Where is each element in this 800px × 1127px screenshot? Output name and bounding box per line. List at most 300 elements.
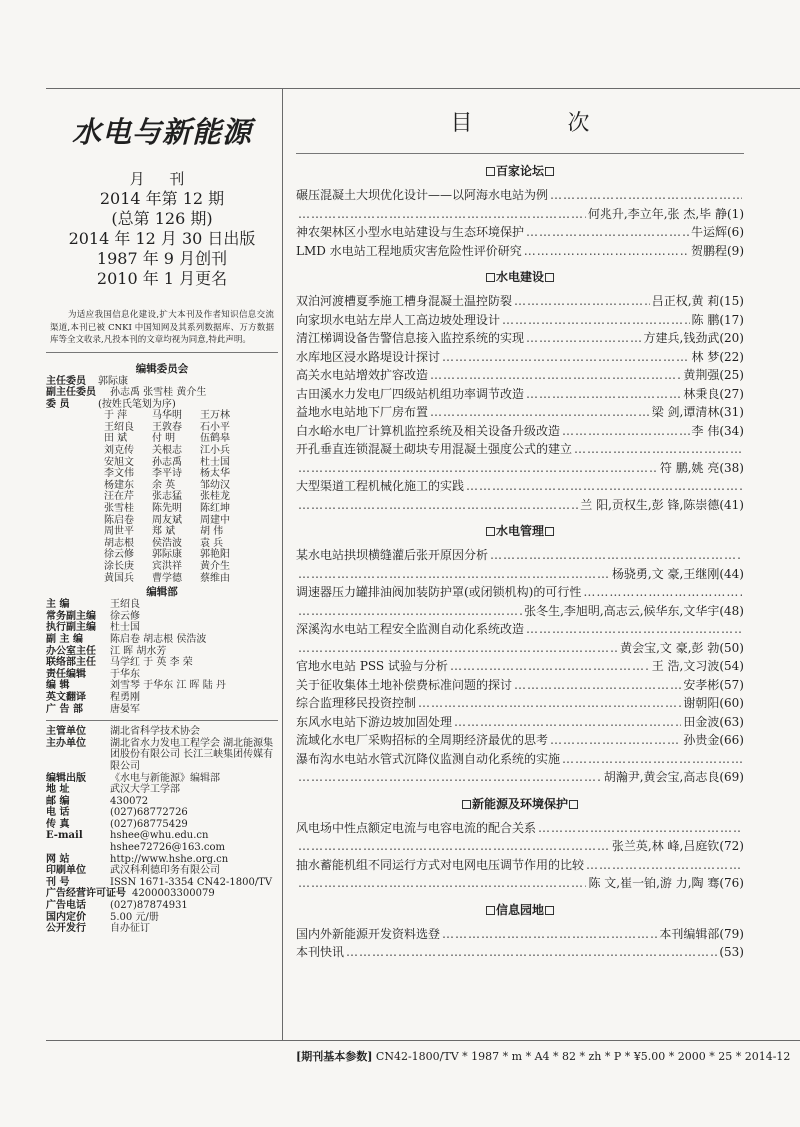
- box-icon: [545, 906, 554, 915]
- note: (按姓氏笔划为序): [98, 398, 176, 410]
- entry-line: [296, 366, 744, 385]
- bottom-rule: [46, 1040, 800, 1041]
- entry-line: [296, 694, 744, 713]
- article-page: (27): [719, 386, 744, 401]
- footer-params: CN42-1800/TV * 1987 * m * A4 * 82 * zh * P * ¥5.00 * 2000 * 25 * 2014-12: [375, 1050, 791, 1063]
- article-page: (41): [719, 497, 744, 512]
- box-icon: [545, 273, 554, 282]
- toc-entry[interactable]: [296, 583, 744, 620]
- article-authors: 田金波: [683, 714, 720, 729]
- article-page: (57): [719, 677, 744, 692]
- journal-parameters: [296, 1048, 790, 1064]
- leader-dots: [430, 403, 650, 422]
- section-name: 信息园地: [495, 902, 544, 917]
- toc-entry[interactable]: [296, 694, 744, 713]
- leader-dots: [298, 565, 610, 584]
- toc-entry[interactable]: [296, 676, 744, 695]
- leader-dots: [514, 676, 681, 695]
- publisher-key: 印刷单位: [46, 865, 86, 877]
- article-authors: 张冬生,李旭明,高志云,候华东,文华宇: [524, 603, 720, 618]
- entry-author-line: [296, 459, 744, 478]
- committee-members-header: [46, 399, 278, 411]
- leader-dots: [298, 602, 522, 621]
- entry-line: [296, 657, 744, 676]
- leader-dots: [562, 422, 690, 441]
- toc-section-header: [296, 268, 744, 285]
- article-authors: 吕正权,黄 莉: [651, 294, 720, 308]
- toc-entry[interactable]: [296, 292, 744, 311]
- publisher-key: 广告电话: [46, 900, 86, 912]
- total-issue: (总第 126 期): [111, 209, 213, 228]
- committee-member: 王万林: [200, 410, 230, 422]
- article-title: 益地水电站地下厂房布置: [296, 405, 429, 419]
- publisher-info: [46, 726, 278, 935]
- toc-entry[interactable]: [296, 731, 744, 750]
- entry-author-line: [296, 205, 744, 224]
- toc-entry[interactable]: [296, 477, 744, 514]
- leader-dots: [586, 856, 742, 875]
- entry-author-line: [296, 874, 744, 893]
- publisher-value: ISSN 1671-3354 CN42-1800/TV: [110, 876, 273, 888]
- committee-member: 涂长庚: [104, 561, 134, 572]
- publisher-value: (027)68775429: [110, 818, 188, 830]
- committee-member: 胡 伟: [200, 526, 224, 538]
- toc-entry[interactable]: [296, 856, 744, 893]
- toc-title: 目 次: [450, 111, 634, 136]
- label: 委 员: [46, 398, 70, 410]
- article-title: 官地水电站 PSS 试验与分析: [296, 659, 448, 673]
- article-title: 深溪沟水电站工程安全监测自动化系统改造: [296, 622, 525, 636]
- dept-role: 联络部主任: [46, 657, 96, 669]
- committee-member: 周世平: [104, 526, 134, 538]
- value: 郭际康: [98, 375, 128, 387]
- entry-line: [296, 223, 744, 242]
- dept-role: 英文翻译: [46, 691, 86, 703]
- article-title: 碾压混凝土大坝优化设计——以阿海水电站为例: [296, 188, 549, 202]
- article-authors: 王 浩,文习波: [651, 659, 720, 673]
- entry-line: [296, 348, 744, 367]
- entry-author-line: [296, 496, 744, 515]
- article-page: (38): [719, 460, 744, 475]
- publisher-row: [46, 877, 278, 889]
- publisher-key: 公开发行: [46, 923, 86, 935]
- article-title: 调速器压力罐排油阀加装防护罩(或闭锁机构)的可行性: [296, 585, 582, 599]
- frequency: 月 刊: [129, 170, 195, 188]
- committee-member: 周友斌: [152, 514, 182, 526]
- committee-member: 张桂龙: [200, 491, 230, 503]
- leader-dots: [562, 750, 742, 769]
- leader-dots: [466, 477, 742, 496]
- publisher-value: 430072: [110, 795, 149, 807]
- committee-member: 侯浩波: [152, 537, 182, 549]
- article-authors: 方建兵,钱劲武: [643, 331, 720, 345]
- publisher-key: 传 真: [46, 818, 70, 830]
- committee-member: 张志猛: [152, 491, 182, 503]
- leader-dots: [502, 311, 690, 330]
- toc-entry[interactable]: [296, 620, 744, 657]
- renamed-date: 2010 年 1 月更名: [96, 269, 228, 288]
- entry-title-line: [296, 477, 744, 496]
- leader-dots: [298, 205, 586, 224]
- article-page: (48): [719, 603, 744, 618]
- dept-role: 主 编: [46, 599, 70, 611]
- publisher-key: 网 站: [46, 853, 70, 865]
- committee-member: 伍鹤皋: [200, 433, 230, 445]
- section-name: 新能源及环境保护: [471, 796, 568, 811]
- committee-member: 陈启卷: [104, 514, 134, 526]
- article-title: 东风水电站下游边坡加固处理: [296, 714, 453, 729]
- footer-label: [期刊基本参数]: [296, 1050, 373, 1063]
- entry-line: [296, 676, 744, 695]
- article-title: 流域化水电厂采购招标的全周期经济最优的思考: [296, 733, 549, 747]
- toc-title-rule: [296, 153, 744, 154]
- publisher-row: [46, 819, 278, 831]
- article-page: (20): [719, 331, 744, 345]
- publisher-row: [46, 738, 278, 773]
- toc-entry[interactable]: [296, 546, 744, 583]
- leader-dots: [524, 242, 689, 261]
- entry-line: [296, 731, 744, 750]
- publisher-value: 武汉科利德印务有限公司: [110, 865, 220, 877]
- toc-entry[interactable]: [296, 242, 744, 261]
- article-title: 瀑布沟水电站水管式沉降仪监测自动化系统的实施: [296, 751, 561, 766]
- dept-names: 马学红 于 英 李 荣: [110, 657, 193, 669]
- article-authors: 何兆升,李立年,张 杰,毕 静: [587, 206, 727, 221]
- dept-names: 徐云修: [110, 610, 140, 622]
- committee-member: 曹学德: [152, 572, 182, 584]
- publisher-row: [46, 854, 278, 866]
- publisher-row: [46, 912, 278, 924]
- article-title: 高关水电站增效扩容改造: [296, 368, 429, 382]
- entry-line: [296, 925, 744, 944]
- publisher-value: hshee@whu.edu.cn hshee72726@163.com: [110, 830, 226, 854]
- leader-dots: [583, 583, 742, 602]
- article-page: (17): [719, 312, 744, 327]
- copyright-notice: 为适应我国信息化建设,扩大本刊及作者知识信息交流渠道,本刊已被 CNKI 中国知网及其系列数据库、万方数据库等全文收录,凡投本刊的文章均视为同意,特此声明。: [50, 310, 274, 345]
- publisher-row: [46, 773, 278, 785]
- committee-member: 张雪桂: [104, 503, 134, 515]
- publisher-key: 刊 号: [46, 876, 70, 888]
- box-icon: [545, 527, 554, 536]
- leader-dots: [298, 639, 618, 658]
- article-page: (76): [719, 876, 744, 890]
- divider: [46, 352, 278, 353]
- box-icon: [486, 273, 495, 282]
- article-authors: 陈 鹏: [691, 312, 720, 327]
- editorial-dept-list: [46, 599, 278, 715]
- dept-names: 陈启卷 胡志根 侯浩波: [110, 633, 207, 645]
- toc-entry[interactable]: [296, 329, 744, 348]
- box-icon: [486, 527, 495, 536]
- article-title: 国内外新能源开发资料选登: [296, 926, 441, 941]
- article-authors: 林 梦: [691, 349, 720, 364]
- article-title: 水库地区浸水路堤设计探讨: [296, 349, 441, 364]
- dept-names: 程勇刚: [110, 691, 140, 703]
- publisher-key: 主管单位: [46, 726, 86, 738]
- article-page: (1): [727, 206, 744, 221]
- article-authors: 安孝彬: [683, 677, 720, 692]
- publisher-value: 自办征订: [110, 923, 150, 935]
- publisher-value: (027)68772726: [110, 807, 188, 819]
- leader-dots: [418, 694, 681, 713]
- leader-dots: [514, 292, 650, 311]
- article-title: 某水电站拱坝横缝灌后张开原因分析: [296, 548, 489, 562]
- entry-line: [296, 943, 744, 962]
- entry-line: [296, 713, 744, 732]
- leader-dots: [430, 366, 681, 385]
- publisher-value: 湖北省科学技术协会: [110, 726, 200, 738]
- masthead-column: [46, 96, 278, 935]
- article-authors: 林秉良: [683, 386, 720, 401]
- committee-member: 孙志禹: [152, 456, 182, 468]
- dept-row: [46, 680, 278, 692]
- editorial-committee: [46, 363, 278, 716]
- article-title: 白水峪水电厂计算机监控系统及相关设备升级改造: [296, 423, 561, 438]
- committee-member: 田 斌: [104, 433, 128, 445]
- toc-section-header: [296, 795, 744, 812]
- article-page: (31): [719, 405, 744, 419]
- dept-names: 于华东: [110, 668, 140, 680]
- article-page: (69): [719, 770, 744, 784]
- committee-title: 编辑委员会: [135, 362, 189, 375]
- dept-names: 刘雪琴 于华东 江 晖 陆 丹: [110, 680, 226, 692]
- journal-logo: 水电与新能源: [71, 115, 252, 149]
- entry-author-line: [296, 639, 744, 658]
- label: 主任委员: [46, 375, 86, 387]
- leader-dots: [298, 874, 586, 893]
- entry-title-line: [296, 620, 744, 639]
- publisher-value: http://www.hshe.org.cn: [110, 853, 229, 865]
- committee-vice: [46, 387, 278, 399]
- publisher-row: [46, 830, 278, 853]
- issue-number: 2014 年第 12 期: [99, 189, 225, 208]
- divider: [46, 720, 278, 721]
- publish-date: 2014 年 12 月 30 日出版: [68, 229, 256, 248]
- article-page: (50): [719, 640, 744, 655]
- editorial-dept-title: 编辑部: [146, 586, 178, 599]
- toc-entry[interactable]: [296, 657, 744, 676]
- publisher-key: 主办单位: [46, 737, 86, 749]
- section-name: 水电管理: [495, 524, 544, 538]
- dept-names: 唐晏军: [110, 703, 140, 715]
- entry-author-line: [296, 768, 744, 787]
- committee-member: 王绍良: [104, 421, 134, 433]
- leader-dots: [298, 459, 658, 478]
- toc-entry[interactable]: [296, 403, 744, 422]
- committee-member: 杨太华: [200, 468, 230, 480]
- publisher-row: [46, 923, 278, 935]
- dept-row: [46, 646, 278, 658]
- publisher-row: [46, 900, 278, 912]
- entry-author-line: [296, 602, 744, 621]
- publisher-value: 《水电与新能源》编辑部: [110, 772, 220, 784]
- box-icon: [545, 167, 554, 176]
- publisher-value: 5.00 元/册: [110, 911, 159, 923]
- dept-role: 责任编辑: [46, 668, 86, 680]
- toc-entry[interactable]: [296, 750, 744, 787]
- box-icon: [486, 906, 495, 915]
- article-page: (53): [719, 945, 744, 959]
- leader-dots: [298, 837, 610, 856]
- leader-dots: [450, 657, 650, 676]
- column-divider: [282, 88, 283, 1040]
- article-page: (22): [719, 349, 744, 364]
- toc-entry[interactable]: [296, 311, 744, 330]
- article-title: 风电场中性点额定电流与电容电流的配合关系: [296, 820, 537, 835]
- article-authors: 符 鹏,姚 亮: [659, 460, 720, 475]
- entry-line: [296, 242, 744, 261]
- article-authors: 贺鹏程: [690, 243, 727, 258]
- article-authors: 陈 文,崔一铂,游 力,陶 骞: [588, 876, 720, 890]
- article-authors: 孙贵金: [683, 733, 720, 747]
- entry-author-line: [296, 837, 744, 856]
- publisher-key: 电 话: [46, 807, 70, 819]
- dept-row: [46, 669, 278, 681]
- toc-entry[interactable]: [296, 366, 744, 385]
- entry-line: [296, 403, 744, 422]
- toc-entry[interactable]: [296, 943, 744, 962]
- leader-dots: [574, 440, 742, 459]
- entry-line: [296, 385, 744, 404]
- article-authors: 牛运辉: [690, 225, 727, 239]
- committee-member: 袁 兵: [200, 537, 224, 549]
- article-title: 本刊快讯: [296, 945, 345, 959]
- leader-dots: [526, 385, 681, 404]
- dept-role: 编 辑: [46, 680, 70, 692]
- committee-member: 陈先明: [152, 503, 182, 515]
- publisher-key: 广告经营许可证号: [46, 888, 126, 900]
- entry-title-line: [296, 546, 744, 565]
- publisher-value: 4200003300079: [132, 888, 215, 900]
- entry-line: [296, 422, 744, 441]
- leader-dots: [550, 186, 742, 205]
- article-authors: 兰 阳,贡权生,彭 锋,陈崇德: [580, 497, 720, 512]
- article-authors: 黄荆强: [683, 368, 720, 382]
- dept-row: [46, 692, 278, 704]
- leader-dots: [550, 731, 681, 750]
- publisher-key: 邮 编: [46, 795, 70, 807]
- publisher-key: 地 址: [46, 784, 70, 796]
- publisher-key: E-mail: [46, 830, 83, 842]
- publisher-row: [46, 726, 278, 738]
- toc-entry[interactable]: [296, 223, 744, 242]
- committee-member: 安旭文: [104, 456, 134, 468]
- article-page: (15): [719, 294, 744, 308]
- toc-entry[interactable]: [296, 819, 744, 856]
- committee-member: 杜士国: [200, 456, 230, 468]
- toc-list: [296, 162, 744, 962]
- toc-entry[interactable]: [296, 385, 744, 404]
- committee-member: 汪在芹: [104, 491, 134, 503]
- leader-dots: [346, 943, 717, 962]
- leader-dots: [298, 496, 578, 515]
- entry-title-line: [296, 819, 744, 838]
- publication-info: [46, 169, 278, 289]
- founded-date: 1987 年 9 月创刊: [96, 249, 228, 268]
- publisher-value: (027)87874931: [110, 900, 188, 912]
- member-list: [46, 410, 278, 584]
- section-name: 百家论坛: [495, 164, 544, 178]
- committee-member: 胡志根: [104, 537, 134, 549]
- toc-entry[interactable]: [296, 422, 744, 441]
- committee-member: 周建中: [200, 514, 230, 526]
- article-page: (9): [727, 243, 744, 258]
- committee-member: 蔡维由: [200, 572, 230, 584]
- toc-section-header: [296, 162, 744, 179]
- committee-member: 杨建东: [104, 479, 134, 491]
- toc-section-header: [296, 901, 744, 918]
- value: 孙志禹 张雪桂 黄介生: [110, 387, 207, 399]
- article-title: 关于征收集体土地补偿费标准问题的探讨: [296, 677, 513, 692]
- article-authors: 梁 剑,谭清林: [651, 405, 720, 419]
- toc-entry[interactable]: [296, 440, 744, 477]
- committee-member: 王敦春: [152, 421, 182, 433]
- article-page: (34): [719, 423, 744, 438]
- committee-member: 徐云修: [104, 549, 134, 561]
- article-page: (63): [719, 714, 744, 729]
- entry-title-line: [296, 583, 744, 602]
- entry-title-line: [296, 186, 744, 205]
- leader-dots: [442, 348, 690, 367]
- dept-role: 办公室主任: [46, 645, 96, 657]
- article-title: 清江梯调设备告警信息接入监控系统的实现: [296, 331, 525, 345]
- committee-member: 黄介生: [200, 561, 230, 572]
- entry-title-line: [296, 440, 744, 459]
- article-authors: 本刊编辑部: [659, 926, 720, 941]
- publisher-row: [46, 865, 278, 877]
- toc-entry[interactable]: [296, 925, 744, 944]
- leader-dots: [490, 546, 742, 565]
- toc-entry[interactable]: [296, 186, 744, 223]
- committee-member: 邹幼汉: [200, 479, 230, 491]
- article-authors: 胡瀚尹,黄会宝,高志良: [603, 770, 720, 784]
- dept-row: [46, 611, 278, 623]
- committee-member: 黄国兵: [104, 572, 134, 584]
- dept-names: 杜士国: [110, 622, 140, 634]
- committee-member: 李平诗: [152, 468, 182, 480]
- toc-entry[interactable]: [296, 348, 744, 367]
- article-authors: 李 伟: [691, 423, 720, 438]
- entry-line: [296, 292, 744, 311]
- publisher-value: 武汉大学工学部: [110, 784, 180, 796]
- article-title: 向家坝水电站左岸人工高边坡处理设计: [296, 312, 501, 327]
- dept-row: [46, 622, 278, 634]
- dept-role: 广 告 部: [46, 703, 83, 715]
- committee-director: [46, 376, 278, 388]
- article-page: (72): [719, 839, 744, 853]
- committee-member: 于 萍: [104, 410, 128, 422]
- committee-member: 郭际康: [152, 549, 182, 561]
- publisher-row: [46, 807, 278, 819]
- box-icon: [569, 800, 578, 809]
- dept-row: [46, 657, 278, 669]
- article-page: (60): [719, 696, 744, 710]
- label: 副主任委员: [46, 387, 96, 399]
- toc-entry[interactable]: [296, 713, 744, 732]
- article-title: 开孔垂直连锁混凝土砌块专用混凝土强度公式的建立: [296, 442, 573, 456]
- entry-author-line: [296, 565, 744, 584]
- article-page: (66): [719, 733, 744, 747]
- leader-dots: [442, 925, 657, 944]
- committee-member: 陈红坤: [200, 503, 230, 515]
- publisher-row: [46, 784, 278, 796]
- committee-member: 刘克传: [104, 445, 134, 457]
- dept-role: 常务副主编: [46, 610, 96, 622]
- article-page: (6): [727, 225, 744, 239]
- committee-member: 江小兵: [200, 445, 230, 457]
- article-title: LMD 水电站工程地质灾害危险性评价研究: [296, 243, 522, 258]
- committee-member: 付 明: [152, 433, 176, 445]
